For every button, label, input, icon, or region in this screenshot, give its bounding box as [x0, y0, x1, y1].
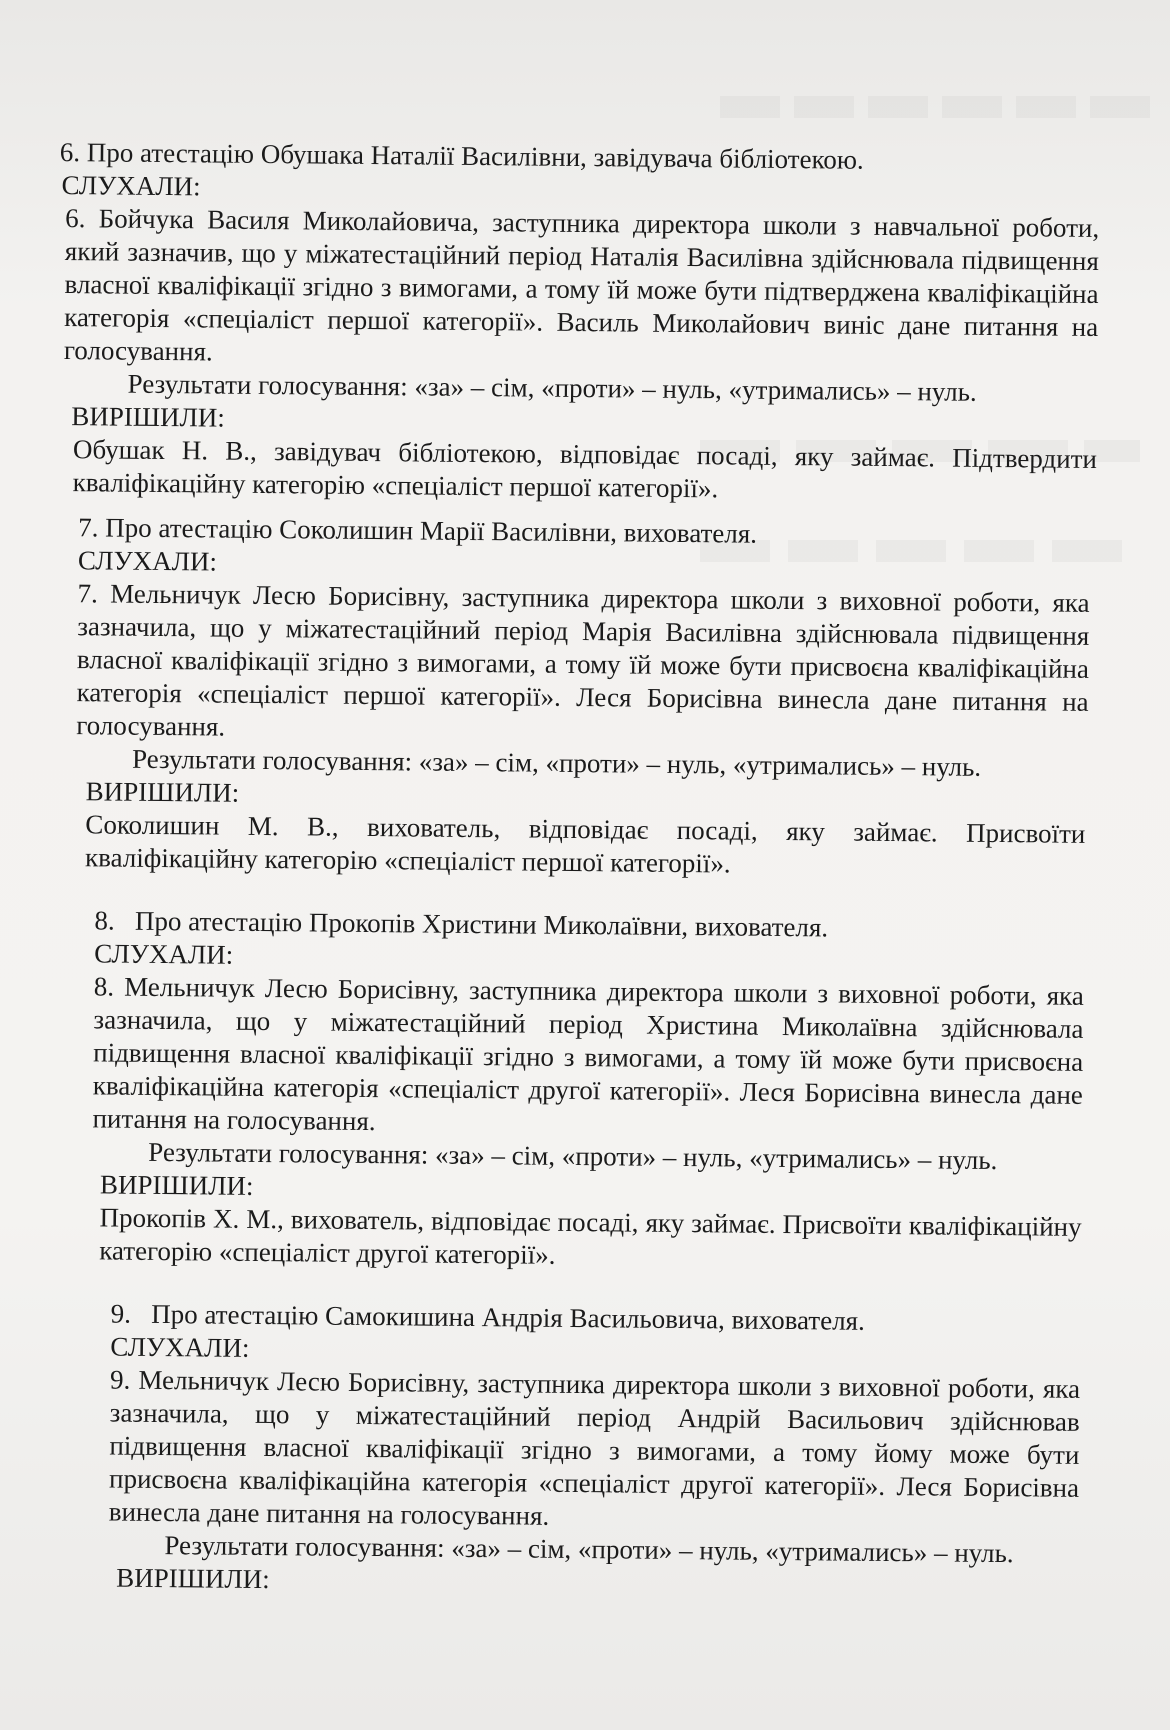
decided-label: ВИРІШИЛИ:: [99, 1169, 254, 1201]
decided-label: ВИРІШИЛИ:: [116, 1562, 270, 1595]
section-6: [57, 136, 1100, 509]
decision-paragraph: Обушак Н. В., завідувач бібліотекою, відповідає посаді, яку займає. Підтвердити кваліфікаційну категорію «спеціаліст першої категорії».: [72, 434, 1098, 504]
section-heading: 7. Про атестацію Соколишин Марії Василівни, вихователя.: [78, 512, 758, 549]
section-heading: 6. Про атестацію Обушака Наталії Василівни, завідувача бібліотекою.: [59, 136, 864, 175]
decision-paragraph: Соколишин М. В., вихователь, відповідає посаді, яку займає. Присвоїти кваліфікаційну категорію «спеціаліст першої категорії».: [84, 809, 1086, 879]
section-7: [53, 511, 1096, 884]
bleed-through-text: [720, 96, 1160, 118]
decision-paragraph: Прокопів Х. М., вихователь, відповідає посаді, яку займає. Присвоїти кваліфікаційну категорію «спеціаліст другої категорії».: [99, 1202, 1082, 1270]
section-heading: 9. Про атестацію Самокишина Андрія Васильовича, вихователя.: [110, 1298, 865, 1336]
vote-result: Результати голосування: «за» – сім, «проти» – нуль, «утримались» – нуль.: [127, 368, 977, 407]
heard-label: СЛУХАЛИ:: [94, 938, 234, 970]
report-paragraph: 9. Мельничук Лесю Борисівну, заступника директора школи з виховної роботи, яка зазначила, що у міжатестаційний період Андрій Васильович здійснював підвищення власної кваліфікації згідно з вимогами, а тому йому може бути присвоєна кваліфікаційна категорія «спеціаліст другої категорії». Леся Борисівна винесла дане питання на голосування.: [108, 1364, 1081, 1531]
decided-label: ВИРІШИЛИ:: [71, 401, 226, 433]
report-paragraph: 6. Бойчука Василя Миколайовича, заступника директора школи з навчальної роботи, який зазначив, що у міжатестаційний період Наталія Василівна здійснювала підвищення власної кваліфікації згідно з вимогами, а тому їй може бути підтверджена кваліфікаційна категорія «спеціаліст першої категорії». Василь Миколайович виніс дане питання на голосування.: [63, 203, 1100, 367]
section-9: [46, 1297, 1089, 1604]
document-body: [46, 136, 1100, 1604]
vote-result: Результати голосування: «за» – сім, «проти» – нуль, «утримались» – нуль.: [164, 1530, 1014, 1569]
decided-label: ВИРІШИЛИ:: [85, 776, 240, 808]
vote-result: Результати голосування: «за» – сім, «проти» – нуль, «утримались» – нуль.: [131, 743, 982, 782]
section-8: [49, 904, 1092, 1277]
section-heading: 8. Про атестацію Прокопів Христини Миколаївни, вихователя.: [94, 905, 829, 943]
report-paragraph: 8. Мельничук Лесю Борисівну, заступника директора школи з виховної роботи, яка зазначила, що у міжатестаційний період Христина Миколаївна здійснювала підвищення власної кваліфікації згідно з вимогами, а тому їй може бути присвоєна кваліфікаційна категорія «спеціаліст другої категорії». Леся Борисівна винесла дане питання на голосування.: [92, 971, 1084, 1137]
report-paragraph: 7. Мельничук Лесю Борисівну, заступника директора школи з виховної роботи, яка зазначила, що у міжатестаційний період Марія Василівна здійснювала підвищення власної кваліфікації згідно з вимогами, а тому їй може бути присвоєна кваліфікаційна категорія «спеціаліст першої категорії». Леся Борисівна винесла дане питання на голосування.: [76, 578, 1090, 742]
heard-label: СЛУХАЛИ:: [110, 1331, 250, 1363]
vote-result: Результати голосування: «за» – сім, «проти» – нуль, «утримались» – нуль.: [148, 1136, 998, 1176]
heard-label: СЛУХАЛИ:: [77, 545, 218, 577]
heard-label: СЛУХАЛИ:: [61, 170, 201, 202]
